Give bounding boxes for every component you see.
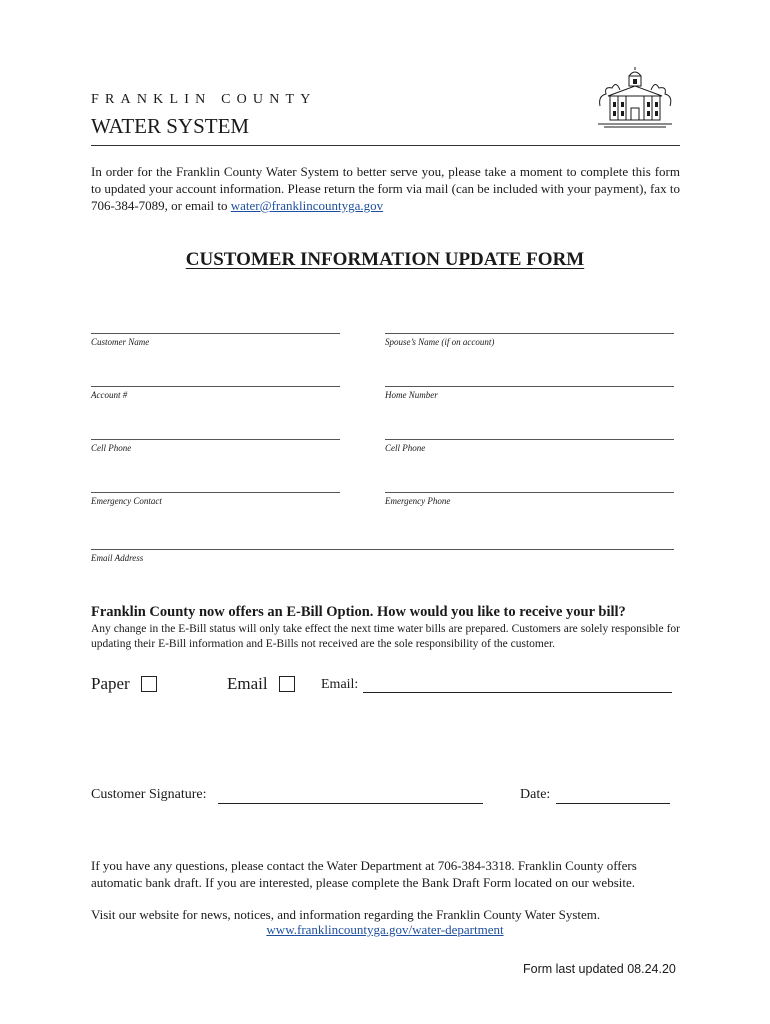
home-number-label: Home Number <box>385 390 438 400</box>
county-name: FRANKLIN COUNTY <box>91 92 317 107</box>
home-number-field[interactable] <box>385 386 674 387</box>
ebill-email-label: Email: <box>321 677 359 692</box>
spouse-name-field[interactable] <box>385 333 674 334</box>
cell-phone-field[interactable] <box>91 439 340 440</box>
account-number-field[interactable] <box>91 386 340 387</box>
ebill-note: Any change in the E-Bill status will only take effect the next time water bills are prepared. Customers are solely responsible for updating their E-Bill information and E-Bills not received are the sole responsibility of the customer. <box>91 623 680 650</box>
date-field[interactable] <box>556 803 670 804</box>
water-email-link[interactable]: water@franklincountyga.gov <box>230 198 384 213</box>
spouse-name-label: Spouse’s Name (if on account) <box>385 337 495 347</box>
second-cell-phone-label: Cell Phone <box>385 443 426 453</box>
intro-text: In order for the Franklin County Water System to better serve you, please take a moment to complete this form to updated your account information. Please return the form via mail (can be included with your payment), fax to 706-384-7089, or email to <box>91 164 680 213</box>
website-link-row <box>0 922 770 938</box>
form-title-text: CUSTOMER INFORMATION UPDATE FORM <box>185 249 585 270</box>
ebill-heading: Franklin County now offers an E-Bill Option. How would you like to receive your bill? <box>91 604 626 620</box>
visit-website-text: Visit our website for news, notices, and information regarding the Franklin County Water System. <box>91 907 601 922</box>
system-name: WATER SYSTEM <box>91 114 250 138</box>
email-address-field[interactable] <box>91 549 674 550</box>
date-label: Date: <box>520 787 551 802</box>
emergency-contact-field[interactable] <box>91 492 340 493</box>
paper-option-label: Paper <box>91 674 130 693</box>
customer-signature-label: Customer Signature: <box>91 787 207 802</box>
customer-signature-field[interactable] <box>218 803 483 804</box>
email-option-label: Email <box>227 674 268 693</box>
header-divider <box>91 145 680 146</box>
customer-name-label: Customer Name <box>91 337 150 347</box>
questions-paragraph: If you have any questions, please contact the Water Department at 706-384-3318. Franklin County offers automatic bank draft. If you are interested, please complete the Bank Draft Form located on our website. <box>91 858 637 890</box>
cell-phone-label: Cell Phone <box>91 443 132 453</box>
email-address-label: Email Address <box>91 553 144 563</box>
form-title <box>0 249 770 271</box>
intro-paragraph <box>91 163 680 214</box>
form-updated-date: Form last updated 08.24.20 <box>523 962 676 976</box>
customer-name-field[interactable] <box>91 333 340 334</box>
ebill-email-field[interactable] <box>363 692 672 693</box>
emergency-phone-label: Emergency Phone <box>385 496 451 506</box>
account-number-label: Account # <box>91 390 128 400</box>
emergency-phone-field[interactable] <box>385 492 674 493</box>
second-cell-phone-field[interactable] <box>385 439 674 440</box>
website-link[interactable]: www.franklincountyga.gov/water-department <box>266 922 504 937</box>
email-checkbox[interactable] <box>279 676 295 692</box>
paper-checkbox[interactable] <box>141 676 157 692</box>
courthouse-icon <box>596 66 674 130</box>
emergency-contact-label: Emergency Contact <box>91 496 162 506</box>
